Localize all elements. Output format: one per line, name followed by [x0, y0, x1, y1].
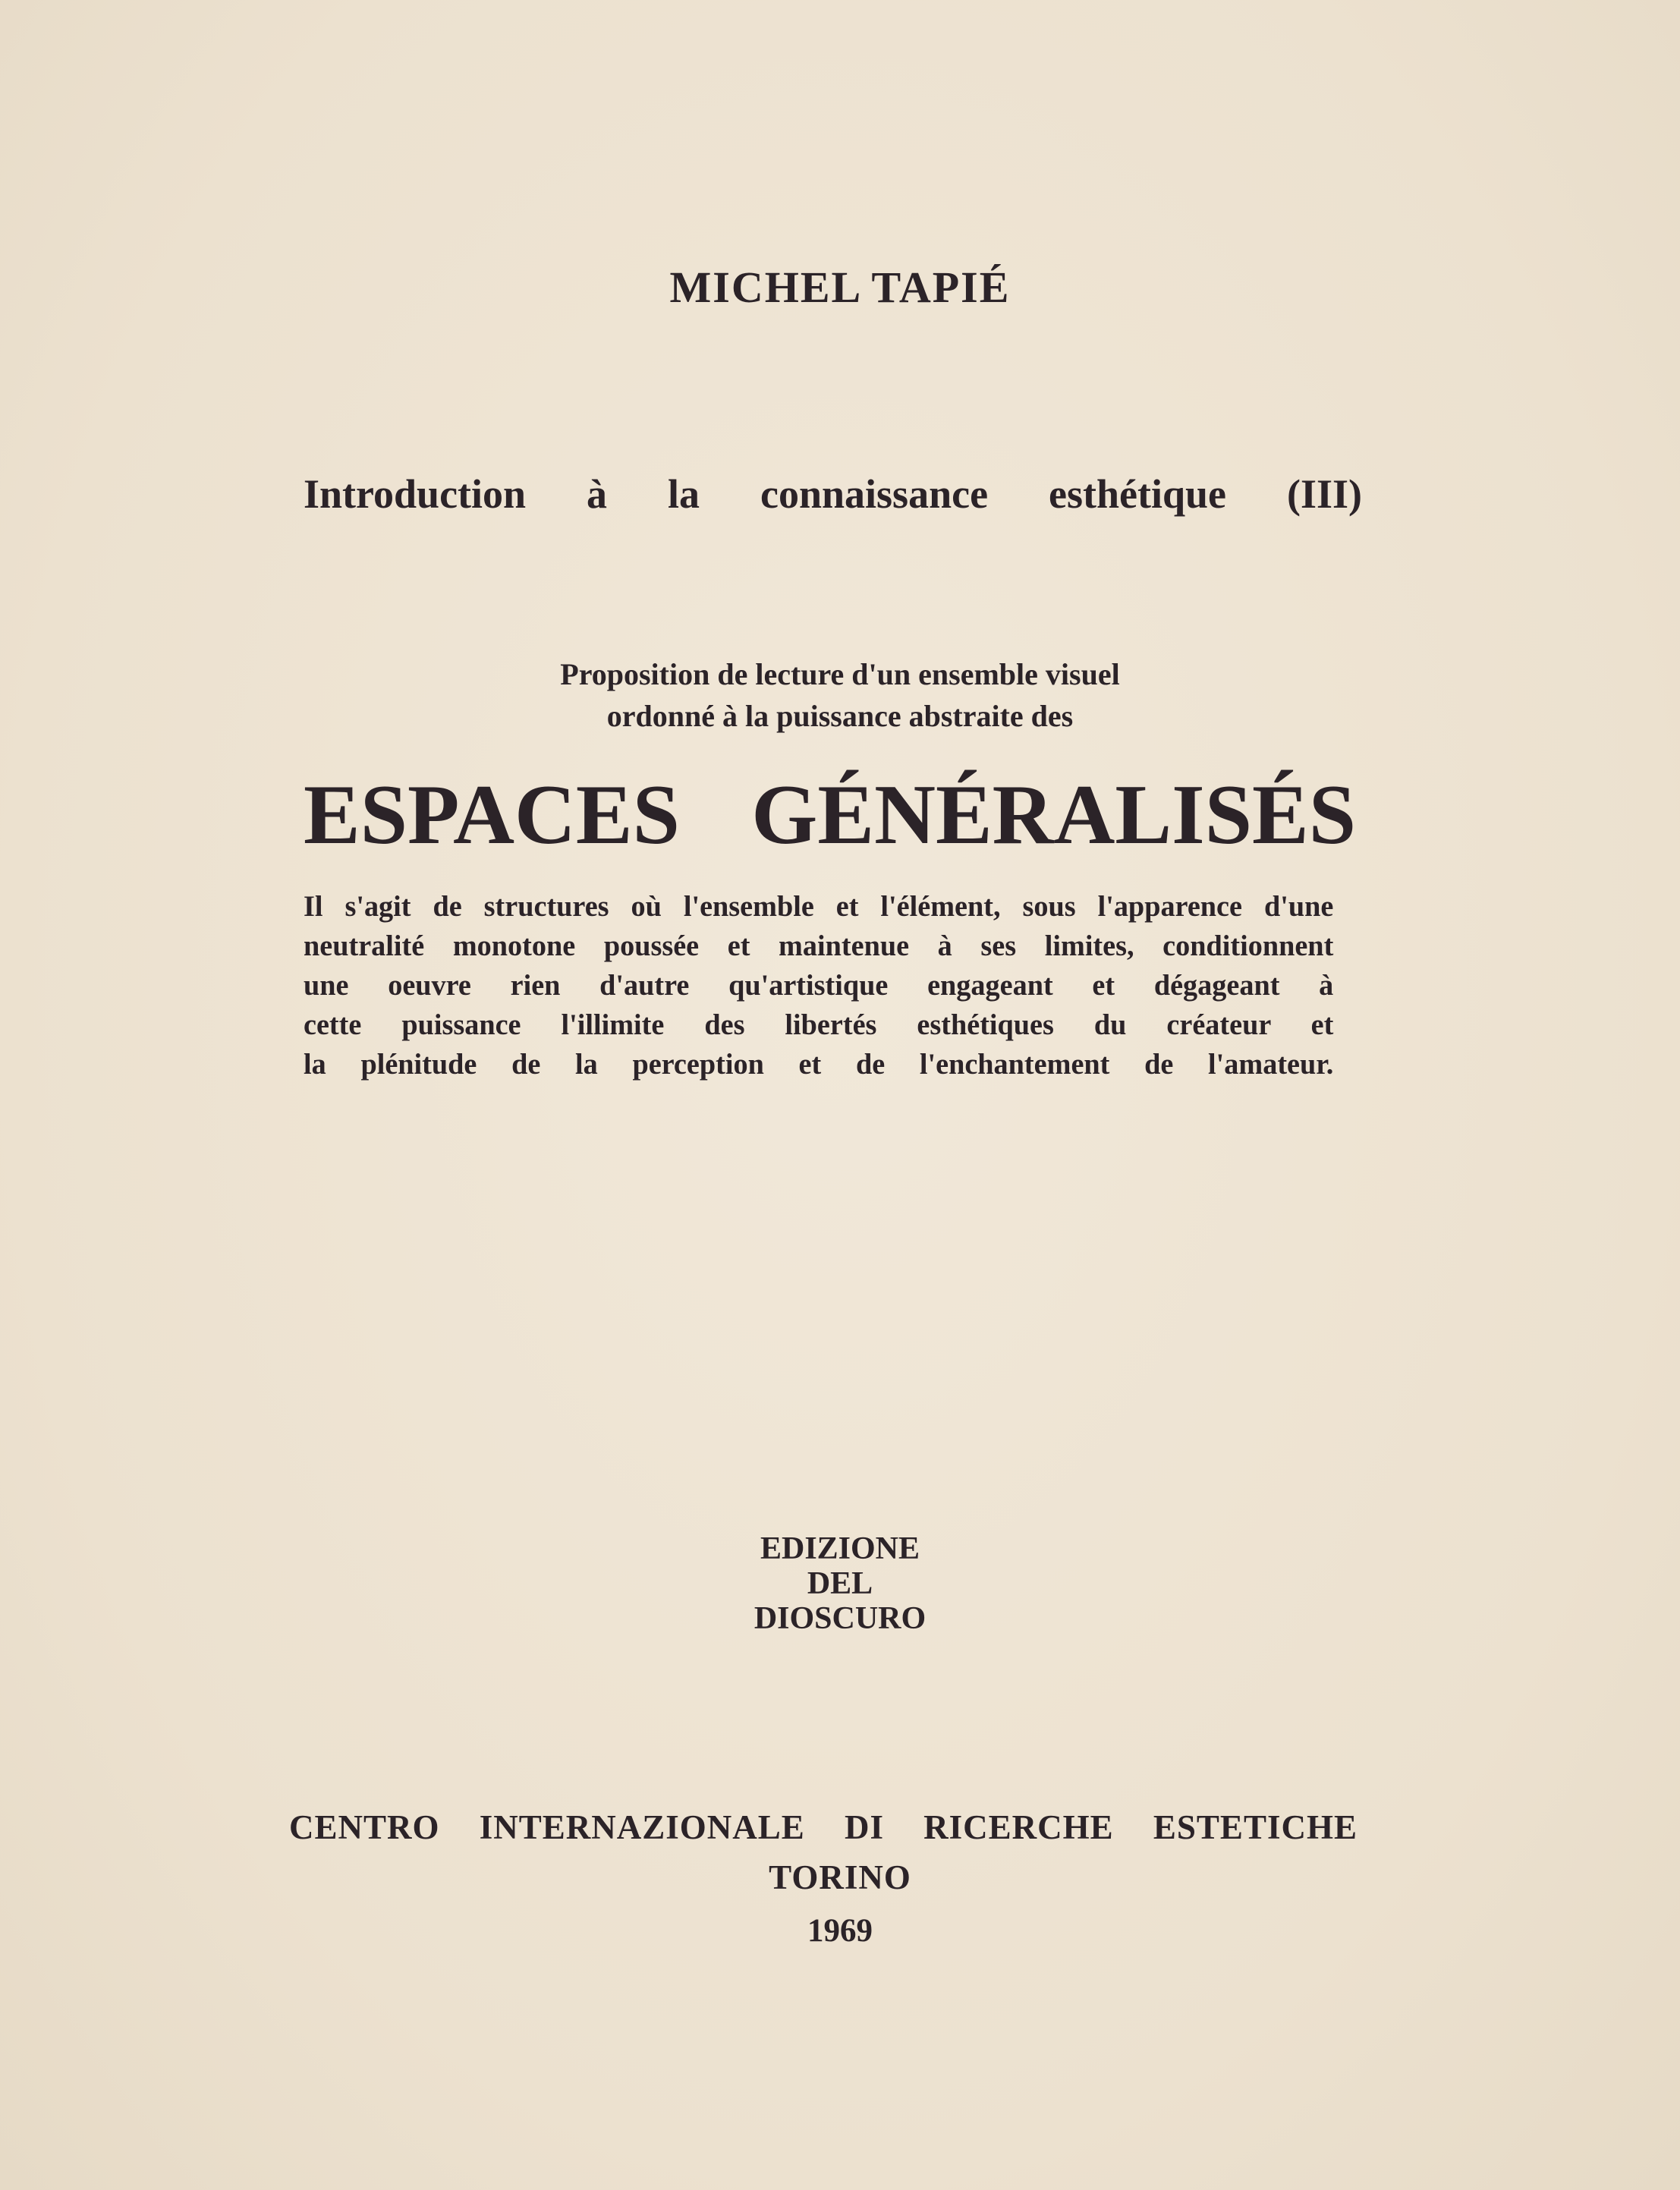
- description-line: Il s'agit de structures où l'ensemble et l'élément, sous l'apparence d'une: [304, 890, 1334, 923]
- publisher-line: EDIZIONE: [760, 1531, 920, 1566]
- description-line: une oeuvre rien d'autre qu'artistique engageant et dégageant à: [304, 969, 1334, 1002]
- description-line: la plénitude de la perception et de l'enchantement de l'amateur.: [304, 1048, 1334, 1081]
- publisher-line: DEL: [807, 1566, 873, 1601]
- year: 1969: [807, 1913, 873, 1949]
- description-line: cette puissance l'illimite des libertés esthétiques du créateur et: [304, 1008, 1334, 1041]
- subtitle-line: ordonné à la puissance abstraite des: [606, 699, 1074, 733]
- subtitle-line: Proposition de lecture d'un ensemble visuel: [560, 657, 1120, 691]
- institution: CENTRO INTERNAZIONALE DI RICERCHE ESTETICHE: [289, 1808, 1358, 1846]
- series-title: Introduction à la connaissance esthétique (III): [304, 471, 1362, 517]
- author-name: MICHEL TAPIÉ: [669, 263, 1011, 312]
- description-line: neutralité monotone poussée et maintenue à ses limites, conditionnent: [304, 930, 1334, 962]
- main-title: ESPACES GÉNÉRALISÉS: [304, 768, 1356, 862]
- city: TORINO: [769, 1858, 911, 1896]
- publisher-line: DIOSCURO: [753, 1601, 927, 1636]
